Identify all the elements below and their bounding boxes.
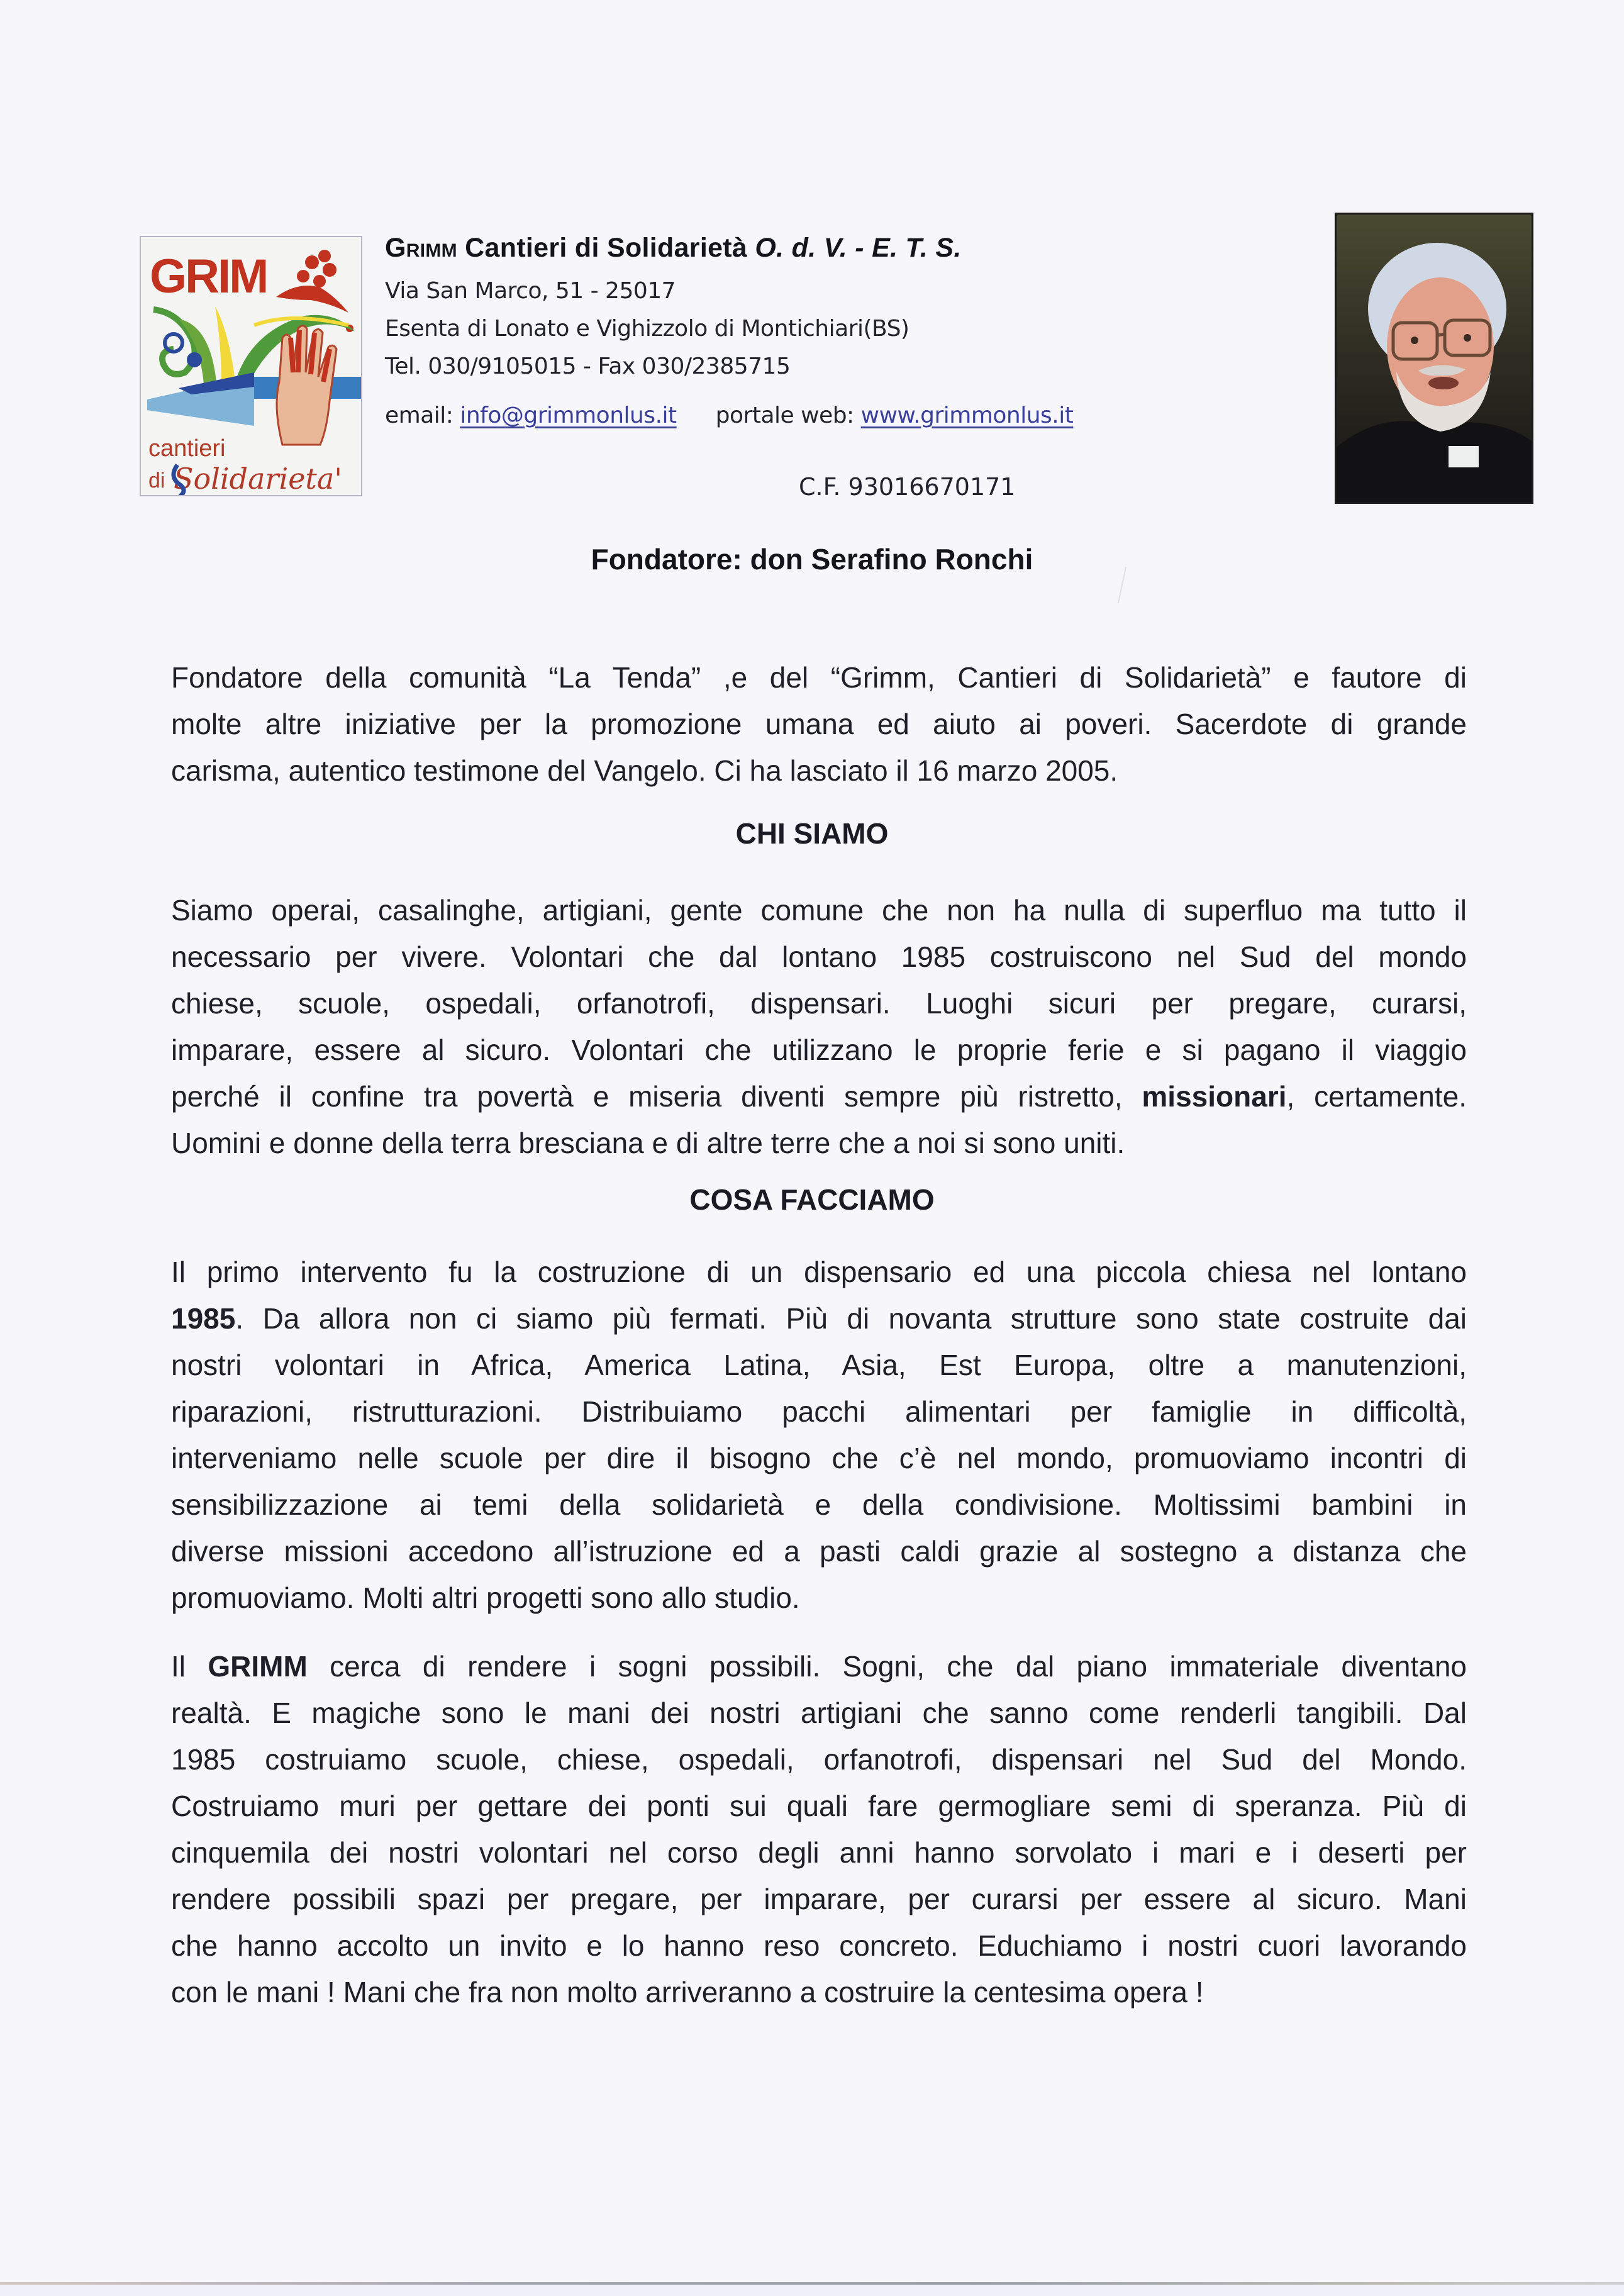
text-line: Il primo intervento fu la costruzione di un dispensario ed una piccola chiesa nel lontano — [171, 1256, 1467, 1288]
text-line: realtà. E magiche sono le mani dei nostri artigiani che sanno come renderli tangibili. Dal — [171, 1697, 1467, 1729]
founder-portrait-icon — [1337, 215, 1532, 502]
text-line — [171, 1073, 1467, 1120]
text-line: imparare, essere al sicuro. Volontari che utilizzano le proprie ferie e si pagano il viaggio — [171, 1034, 1467, 1066]
text-line: sensibilizzazione ai temi della solidarietà e della condivisione. Moltissimi bambini in — [171, 1488, 1467, 1521]
section-heading-cosa-facciamo: COSA FACCIAMO — [689, 1183, 935, 1216]
text-line — [171, 1643, 1467, 1690]
text-segment: cerca di rendere i sogni possibili. Sogni, che dal piano immateriale diventano — [307, 1650, 1467, 1683]
cosa-facciamo-paragraph — [171, 1249, 1467, 1621]
text-line: 1985 costruiamo scuole, chiese, ospedali, orfanotrofi, dispensari nel Sud del Mondo. — [171, 1743, 1467, 1776]
org-legal-form: O. d. V. - E. T. S. — [755, 233, 962, 263]
text-line: riparazioni, ristrutturazioni. Distribuiamo pacchi alimentari per famiglie in difficoltà, — [171, 1395, 1467, 1428]
fiscal-code: C.F. 93016670171 — [799, 473, 1016, 501]
email-link[interactable]: info@grimmonlus.it — [460, 403, 677, 428]
text-line: Costruiamo muri per gettare dei ponti sui quali fare germogliare semi di speranza. Più di — [171, 1790, 1467, 1822]
address-line-2: Esenta di Lonato e Vighizzolo di Montichiari(BS) — [385, 316, 909, 342]
text-segment: . Da allora non ci siamo più fermati. Più di novanta strutture sono state costruite dai — [235, 1302, 1467, 1335]
grimm-paragraph — [171, 1643, 1467, 2015]
founder-photo — [1335, 213, 1533, 504]
emphasis-1985: 1985 — [171, 1302, 236, 1335]
text-segment: Il — [171, 1650, 208, 1683]
text-line: chiese, scuole, ospedali, orfanotrofi, dispensari. Luoghi sicuri per pregare, curarsi, — [171, 987, 1467, 1020]
contact-line — [385, 403, 1073, 428]
logo-cantieri-text: cantieri — [148, 435, 226, 462]
org-name-grimm: Grimm — [385, 233, 457, 263]
website-link[interactable]: www.grimmonlus.it — [860, 403, 1074, 428]
text-line: cinquemila dei nostri volontari nel corso degli anni hanno sorvolato i mari e i deserti per — [171, 1836, 1467, 1869]
text-line: diverse missioni accedono all’istruzione ed a pasti caldi grazie al sostegno a distanza che — [171, 1535, 1467, 1568]
org-name-rest: Cantieri di Solidarietà — [457, 233, 755, 263]
phone-fax: Tel. 030/9105015 - Fax 030/2385715 — [385, 354, 791, 379]
email-label: email: — [385, 403, 460, 428]
founder-heading: Fondatore: don Serafino Ronchi — [591, 543, 1033, 576]
chi-siamo-paragraph — [171, 887, 1467, 1166]
section-heading-chi-siamo: CHI SIAMO — [735, 817, 889, 850]
text-line: molte altre iniziative per la promozione umana ed aiuto ai poveri. Sacerdote di grande — [171, 708, 1467, 740]
text-line: che hanno accolto un invito e lo hanno reso concreto. Educhiamo i nostri cuori lavorando — [171, 1929, 1467, 1962]
text-line: promuoviamo. Molti altri progetti sono allo studio. — [171, 1581, 800, 1614]
text-line: rendere possibili spazi per pregare, per imparare, per curarsi per essere al sicuro. Mani — [171, 1883, 1467, 1915]
logo-solidarieta-text: Solidarieta' — [174, 462, 342, 495]
logo-di-text: di — [148, 469, 165, 493]
text-line: con le mani ! Mani che fra non molto arriveranno a costruire la centesima opera ! — [171, 1976, 1204, 2009]
emphasis-grimm: GRIMM — [208, 1650, 308, 1683]
scanner-bed — [0, 2285, 1624, 2296]
text-segment: perché il confine tra povertà e miseria diventi sempre più ristretto, — [171, 1080, 1142, 1113]
text-line: Fondatore della comunità “La Tenda” ,e del “Grimm, Cantieri di Solidarietà” e fautore di — [171, 661, 1467, 694]
text-segment: , certamente. — [1286, 1080, 1467, 1113]
emphasis-missionari: missionari — [1142, 1080, 1287, 1113]
text-line: Siamo operai, casalinghe, artigiani, gente comune che non ha nulla di superfluo ma tutto il — [171, 894, 1467, 927]
text-line: carisma, autentico testimone del Vangelo. Ci ha lasciato il 16 marzo 2005. — [171, 754, 1118, 787]
text-line: necessario per vivere. Volontari che dal lontano 1985 costruiscono nel Sud del mondo — [171, 940, 1467, 973]
web-label: portale web: — [715, 403, 861, 428]
founder-paragraph — [171, 654, 1467, 794]
logo-artwork-icon — [141, 237, 361, 495]
organization-name — [385, 233, 962, 264]
text-line: Uomini e donne della terra bresciana e di altre terre che a noi si sono uniti. — [171, 1127, 1125, 1159]
logo-grim-text: GRIM — [150, 250, 267, 303]
address-line-1: Via San Marco, 51 - 25017 — [385, 278, 676, 304]
text-line: interveniamo nelle scuole per dire il bisogno che c’è nel mondo, promuoviamo incontri di — [171, 1442, 1467, 1474]
grimm-cantieri-logo — [140, 236, 362, 496]
text-line — [171, 1295, 1467, 1342]
text-line: nostri volontari in Africa, America Latina, Asia, Est Europa, oltre a manutenzioni, — [171, 1349, 1467, 1381]
